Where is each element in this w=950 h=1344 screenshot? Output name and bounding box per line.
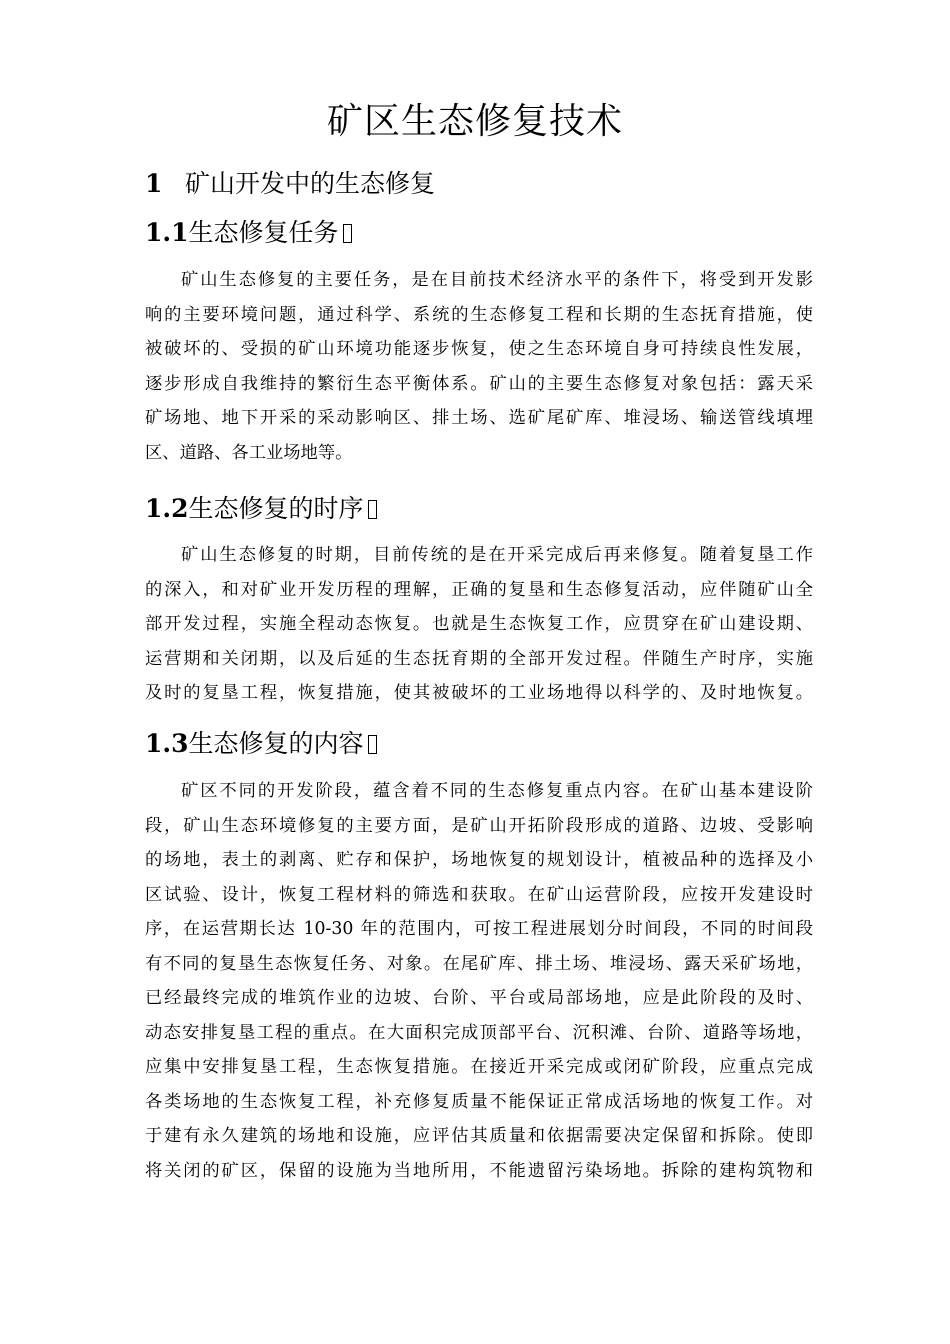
missing-glyph-box bbox=[368, 735, 377, 754]
subsection-heading-1-2 bbox=[145, 489, 377, 529]
subsection-heading-1-3 bbox=[145, 724, 377, 764]
paragraph-line: 有不同的复垦生态恢复任务、对象。在尾矿库、排土场、堆浸场、露天采矿场地， bbox=[145, 953, 813, 974]
paragraph-line: 区、道路、各工业场地等。 bbox=[145, 442, 353, 463]
subsection-number: 1.1 bbox=[145, 218, 189, 247]
paragraph-line: 部开发过程，实施全程动态恢复。也就是生态恢复工作，应贯穿在矿山建设期、 bbox=[145, 614, 813, 634]
paragraph-line: 矿山生态修复的时期，目前传统的是在开采完成后再来修复。随着复垦工作 bbox=[181, 545, 813, 565]
paragraph-line: 区试验、设计，恢复工程材料的筛选和获取。在矿山运营阶段，应按开发建设时 bbox=[145, 884, 813, 905]
paragraph-line: 矿场地、地下开采的采动影响区、排土场、选矿尾矿库、堆浸场、输送管线填埋 bbox=[145, 408, 813, 428]
paragraph-line: 矿山生态修复的主要任务，是在目前技术经济水平的条件下，将受到开发影 bbox=[181, 270, 813, 290]
paragraph-1-3 bbox=[145, 774, 813, 1188]
paragraph-line: 被破坏的、受损的矿山环境功能逐步恢复，使之生态环境自身可持续良性发展， bbox=[145, 339, 813, 359]
subsection-title: 生态修复的时序 bbox=[188, 494, 364, 523]
paragraph-line: 序，在运营期长达 10-30 年的范围内，可按工程进展划分时间段，不同的时间段 bbox=[145, 919, 813, 939]
paragraph-1-1 bbox=[145, 263, 813, 470]
paragraph-line: 将关闭的矿区，保留的设施为当地所用，不能遗留污染场地。拆除的建构筑物和 bbox=[145, 1160, 813, 1181]
paragraph-line: 运营期和关闭期，以及后延的生态抚育期的全部开发过程。伴随生产时序，实施 bbox=[145, 648, 813, 669]
paragraph-line: 逐步形成自我维持的繁衍生态平衡体系。矿山的主要生态修复对象包括：露天采 bbox=[145, 373, 813, 394]
paragraph-line: 应集中安排复垦工程，生态恢复措施。在接近开采完成或闭矿阶段，应重点完成 bbox=[145, 1057, 813, 1077]
missing-glyph-box bbox=[343, 224, 352, 243]
subsection-number: 1.2 bbox=[145, 494, 189, 523]
paragraph-line: 及时的复垦工程，恢复措施，使其被破坏的工业场地得以科学的、及时地恢复。 bbox=[145, 683, 813, 703]
paragraph-line: 段，矿山生态环境修复的主要方面，是矿山开拓阶段形成的道路、边坡、受影响 bbox=[145, 815, 813, 836]
paragraph-line: 各类场地的生态恢复工程，补充修复质量不能保证正常成活场地的恢复工作。对 bbox=[145, 1091, 813, 1112]
subsection-title: 生态修复任务 bbox=[188, 218, 339, 247]
paragraph-1-2 bbox=[145, 538, 813, 711]
subsection-number: 1.3 bbox=[145, 729, 189, 758]
paragraph-line: 已经最终完成的堆筑作业的边坡、台阶、平台或局部场地，应是此阶段的及时、 bbox=[145, 988, 813, 1008]
subsection-heading-1-1 bbox=[145, 213, 352, 253]
missing-glyph-box bbox=[368, 500, 377, 519]
paragraph-line: 的深入，和对矿业开发历程的理解，正确的复垦和生态修复活动，应伴随矿山全 bbox=[145, 579, 813, 600]
section-heading bbox=[145, 164, 435, 204]
paragraph-line: 于建有永久建筑的场地和设施，应评估其质量和依据需要决定保留和拆除。使即 bbox=[145, 1126, 813, 1146]
paragraph-line: 的场地，表土的剥离、贮存和保护，场地恢复的规划设计，植被品种的选择及小 bbox=[145, 850, 813, 870]
document-title: 矿区生态修复技术 bbox=[326, 101, 623, 142]
subsection-title: 生态修复的内容 bbox=[188, 729, 364, 758]
paragraph-line: 矿区不同的开发阶段，蕴含着不同的生态修复重点内容。在矿山基本建设阶 bbox=[181, 781, 813, 801]
section-number: 1 bbox=[145, 169, 163, 198]
paragraph-line: 动态安排复垦工程的重点。在大面积完成顶部平台、沉积滩、台阶、道路等场地， bbox=[145, 1022, 813, 1043]
section-title: 矿山开发中的生态修复 bbox=[184, 169, 435, 198]
paragraph-line: 响的主要环境问题，通过科学、系统的生态修复工程和长期的生态抚育措施，使 bbox=[145, 304, 813, 325]
